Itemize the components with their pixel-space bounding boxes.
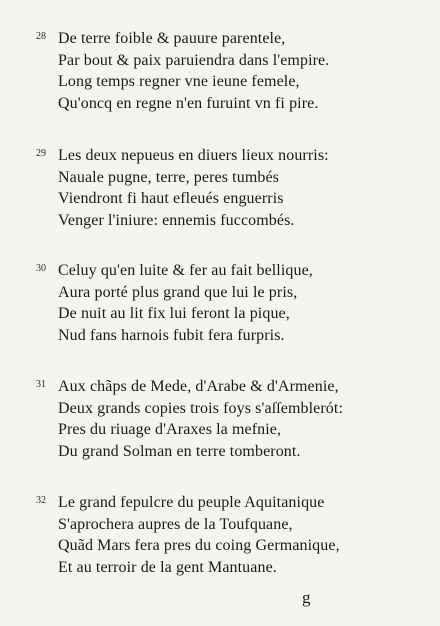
quatrain-29 bbox=[36, 145, 420, 231]
verse-line: De terre foible & pauure parentele, bbox=[58, 30, 286, 47]
verse-line: Long temps regner vne ieune femele, bbox=[58, 73, 300, 90]
verse-line: Celuy qu'en luite & fer au fait bellique, bbox=[58, 262, 313, 279]
verse-line: Nauale pugne, terre, peres tumbés bbox=[58, 168, 279, 186]
quatrain-number: 29 bbox=[36, 148, 46, 159]
quatrain-number: 30 bbox=[36, 263, 46, 274]
verse-line: Par bout & paix paruiendra dans l'empire. bbox=[58, 51, 330, 69]
verse-line: Nud fans harnois fubit fera furpris. bbox=[58, 326, 285, 344]
quatrain-number: 31 bbox=[36, 379, 46, 390]
verse-line: Aura porté plus grand que lui le pris, bbox=[58, 283, 298, 301]
verse-line: Les deux nepueus en diuers lieux nourris: bbox=[58, 147, 329, 164]
verse-line: Aux chãps de Mede, d'Arabe & d'Armenie, bbox=[58, 378, 339, 395]
verse-line: Qu'oncq en regne n'en furuint vn fi pire. bbox=[58, 94, 319, 112]
verse-line: De nuit au lit fix lui feront la pique, bbox=[58, 305, 290, 322]
quatrain-number: 28 bbox=[36, 31, 46, 42]
verse-line: Du grand Solman en terre tomberont. bbox=[58, 442, 301, 460]
verse-line: Quãd Mars fera pres du coing Germanique, bbox=[58, 537, 340, 554]
quatrain-31 bbox=[36, 376, 420, 462]
verse-line: Et au terroir de la gent Mantuane. bbox=[58, 558, 277, 576]
verse-line: Pres du riuage d'Araxes la mefnie, bbox=[58, 421, 282, 438]
quatrain-28 bbox=[36, 28, 420, 114]
signature-mark: g bbox=[302, 588, 311, 607]
verse-line: Le grand fepulcre du peuple Aquitanique bbox=[58, 494, 325, 511]
verse-line: Venger l'iniure: ennemis fuccombés. bbox=[58, 211, 295, 229]
quatrain-32 bbox=[36, 492, 420, 578]
verse-line: S'aprochera aupres de la Toufquane, bbox=[58, 515, 293, 533]
quatrain-number: 32 bbox=[36, 495, 46, 506]
verse-line: Deux grands copies trois foys s'aſſemblerót: bbox=[58, 399, 344, 417]
verse-line: Viendront fi haut efleués enguerris bbox=[58, 190, 284, 207]
quatrain-30 bbox=[36, 260, 420, 346]
